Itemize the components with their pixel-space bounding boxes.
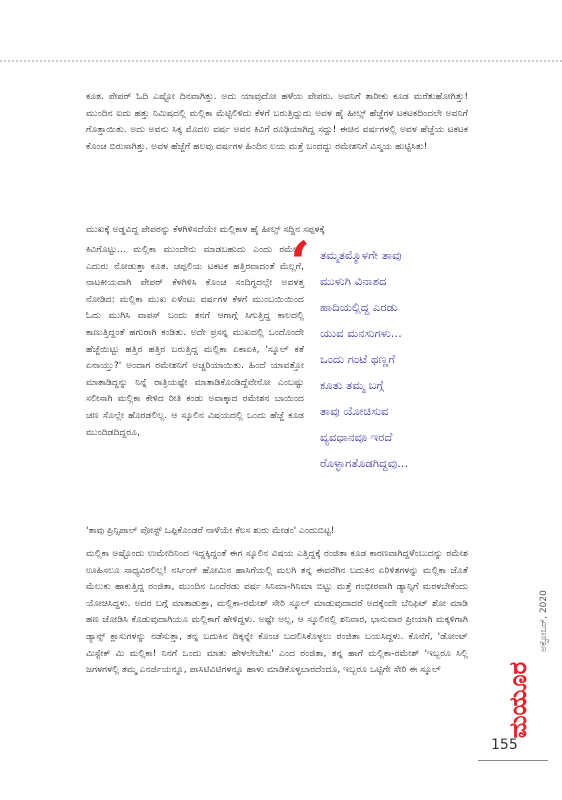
pull-quote-line: ಹಾದಿಯಲ್ಲಿದ್ದ ಎರಡು [320,300,398,314]
pull-quote-line: ವ್ಯವಧಾನವೂ ಇರದೆ [320,430,393,444]
paragraph-2-column: ಕಿವಿಗೊಟ್ಟು... ಮಲ್ಲಿಕಾ ಮುಂದೇನು ಮಾಡಬಹುದು ಎಂದು ರಮೇಶ್ ಎದುರು ನೋಡುತ್ತಾ ಕೂತ. ಚಪ್ಪಲಿಯ ಟಕಟಕ ಹತ್ತಿರವಾದಂತೆ ಮೆಲ್ಲಗೆ, ನಾಟಕೀಯವಾಗಿ ಪೇಪರ್ ಕೆಳಗಿಳಿಸಿ ಕೊಂಚ ಸಂದಿಗ್ಧದಲ್ಲೇ ಅವಳತ್ತ ನೋಡಿದ: ಮಲ್ಲಿಕಾ ಮುಖ ಏಳೆಂಟು ವರ್ಷಗಳ ಕೆಳಗೆ ಮುಂಬಯಿಯಿಂದ ಓದು ಮುಗಿಸಿ ವಾಪಸ್ ಬಂದು ತನಗೆ ಆಗಾಗ್ಗೆ ಸಿಗುತ್ತಿದ್ದ ಕಾಲದಲ್ಲಿ ಕಾಣುತ್ತಿದ್ದಂತೆ ಹಗುರಾಗಿ ಕಂಡಿತು. ಅದೇ ಪ್ರಸನ್ನ ಮುಖದಲ್ಲಿ ಒಂದೊಂದೇ ಹೆಜ್ಜೆಯಿಟ್ಟು ಹತ್ತಿರ ಹತ್ತಿರ ಬರುತ್ತಿದ್ದ ಮಲ್ಲಿಕಾ ಏಕಾಏಕಿ, 'ಸ್ಕೂಲ್ ಕತೆ ಏನಾಯ್ತು?' ಅಂದಾಗ ರಮೇಶನಿಗೆ ಅಚ್ಚರಿಯಾಯಿತು. ಹಿಂದೆ ಯಾವತ್ತೋ ಮಾತಾಡಿದ್ದನ್ನು ನಿನ್ನೆ ರಾತ್ರಿಯಷ್ಟೇ ಮಾತಾಡಿಕೊಂಡಿದ್ದೆವೇನೋ ಎಂಬಷ್ಟು ಸಲೀಸಾಗಿ ಮಲ್ಲಿಕಾ ಕೇಳಿದ ರೀತಿ ಕಂಡು ಅವಾಕ್ಕಾದ ರಮೇಶನ ಬಾಯಿಂದ ಚಣ ಸೊಲ್ಲೇ ಹೊರಡಲಿಲ್ಲ. ಆ ಸ್ಕೂಲಿನ ವಿಷಯದಲ್ಲಿ ಒಂದು ಹೆಜ್ಜೆ ಕೂಡ ಮುಂದಿಡದಿದ್ದರೂ, [86,244,304,438]
page-number: 155 [491,737,518,753]
quote-mark-icon: ‘ [290,229,311,297]
pull-quote-line: ತಾವು ಯೋಚಿಸುವ [320,404,389,418]
issue-date: ಅಕ್ಟೋಬರ್, 2020 [539,590,549,652]
paragraph-3: 'ತಾವು ಪ್ರಿನ್ಸಿಪಾಲ್ ಪೋಸ್ಟ್ ಒಪ್ಪಿಕೊಂಡರೆ ನಾಳೆಯೇ ಕೆಲಸ ಶುರು ಮೇಡಂ' ಎಂದುಬಿಟ್ಟ! [86,525,335,536]
pull-quote-line: ತಮ್ಮತಮ್ಮೊಳಗೇ ತಾವು [320,248,402,262]
pull-quote-line: ಯುವ ಮನಸುಗಳು... [320,326,402,340]
pull-quote-line: ಮುಳುಗಿ ವಿನಾಶದ [320,274,387,288]
paragraph-1: ಕೂತ. ಪೇಪರ್ ಓದಿ ಎಷ್ಟೋ ದಿನವಾಗಿತ್ತು. ಅದು ಯಾವುದೋ ಹಳೆಯ ಪೇಪರು. ಅವನಿಗೆ ತಾರೀಕು ಕೂಡ ಮರೆತುಹೋಗಿತ್ತು! ಮುಂದಿನ ಐದು ಹತ್ತು ನಿಮಿಷದಲ್ಲಿ ಮಲ್ಲಿಕಾ ಮೆಟ್ಟಿಲಿಳಿದು ಕೆಳಗೆ ಬರುತ್ತಿದ್ದುದು ಅವಳ ಹೈ ಹೀಲ್ಸ್ ಹೆಜ್ಜೆಗಳ ಟಕಟಕದಿಂದಲೇ ಅವನಿಗೆ ಗೊತ್ತಾಯಿತು. ಅದು ಅವನು ಸಿಕ್ಕ ಮೊದಲ ವರ್ಷ ಅವನ ಕಿವಿಗೆ ರೂಢಿಯಾಗಿದ್ದ ಸದ್ದು! ಈಚಿನ ವರ್ಷಗಳಲ್ಲಿ ಅವಳ ಹೆಜ್ಜೆಯ ಟಕಟಕ ಕೊಂಚ ಬಿರುಸಾಗಿತ್ತು. ಅವಳ ಹೆಜ್ಜೆಗೆ ಹಲವು ವರ್ಷಗಳ ಹಿಂದಿನ ಲಯ ಮತ್ತೆ ಬಂದದ್ದು ರಮೇಶನಿಗೆ ವಿಸ್ಮಯ ಹುಟ್ಟಿಸಿತು! [86,91,468,152]
pull-quote-line: ರೊಳ್ಳಾಗತೊಡಗಿದ್ದವು... [320,456,409,470]
paragraph-4: ಮಲ್ಲಿಕಾ ಅಷ್ಟೊಂದು ಉಮೇದಿನಿಂದ ಇದ್ದಕ್ಕಿದ್ದಂತೆ ಈಗ ಸ್ಕೂಲಿನ ವಿಷಯ ಎತ್ತಿದ್ದಕ್ಕೆ ರಂಜಿತಾ ಕೂಡ ಕಾರಣವಾಗಿದ್ದಳೆಂಬುದನ್ನು ರಮೇಶ ಊಹಿಸಲೂ ಸಾಧ್ಯವಿರಲಿಲ್ಲ! ನರ್ಸಿಂಗ್ ಹೋಮಿನ ಹಾಸಿಗೆಯಲ್ಲಿ ಮಲಗಿ ತನ್ನ ಈವರೆಗಿನ ಬದುಕಿನ ಏರಿಳಿತಗಳನ್ನು ಮಲ್ಲಿಕಾ ಜೊತೆ ಮೆಲುಕು ಹಾಕುತ್ತಿದ್ದ ರಂಜಿತಾ, ಮುಂದಿನ ಒಂದೆರಡು ವರ್ಷ ಸಿನಿಮಾ-ಗಿನಿಮಾ ಬಿಟ್ಟು ಮತ್ತೆ ಗಂಭೀರವಾಗಿ ಡ್ಯಾನ್ಸಿಗೆ ಮರಳಬೇಕೆಂದು ಯೋಚಿಸಿದ್ದಳು. ಅದರ ಬಗ್ಗೆ ಮಾತಾಡುತ್ತಾ, ಮಲ್ಲಿಕಾ-ರಮೇಶ್ ಸೇರಿ ಸ್ಕೂಲ್ ಮಾಡುವುದಾದರೆ ಅದಕ್ಕೆಂದೇ ಬೆನಿಫಿಟ್ ಶೋ ಮಾಡಿ ಹಣ ಜೋಡಿಸಿ ಕೊಡುವುದಾಗಿಯೂ ಮಲ್ಲಿಕಾಗೆ ಹೇಳಿದ್ದಳು. ಅಷ್ಟೇ ಅಲ್ಲ, ಆ ಸ್ಕೂಲಿನಲ್ಲಿ ಶನಿವಾರ, ಭಾನುವಾರ ಪ್ರೀಯಾಗಿ ಮಕ್ಕಳಿಗಾಗಿ ಡ್ಯಾನ್ಸ್ ಕ್ಲಾಸುಗಳನ್ನು ನಡೆಸುತ್ತಾ, ತನ್ನ ಬದುಕಿನ ದಿಕ್ಕನ್ನೇ ಕೊಂಚ ಬದಲಿಸಿಕೊಳ್ಳಲು ರಂಜಿತಾ ಬಯಸಿದ್ದಳು. ಕೊನೆಗೆ, 'ಡೋಂಟ್ ಮಿಸ್ಟೇಕ್ ಮಿ ಮಲ್ಲಿಕಾ! ನಿನಗೆ ಒಂದು ಮಾತು ಹೇಳಲೇಬೇಕು' ಎಂದ ರಂಜಿತಾ, ತನ್ನ ಹಾಗೆ ಮಲ್ಲಿಕಾ-ರಮೇಶ್ 'ಇಬ್ಬರೂ ಸಿಲ್ಲಿ ಜಗಳಗಳಲ್ಲಿ ತಮ್ಮ ಎನರ್ಜಿಯನ್ನೂ, ಪಾಸಿಟಿವಿಟಿಗಳನ್ನೂ ಹಾಳು ಮಾಡಿಕೊಳ್ಳಬಾರದೆಂದೂ, ಇಬ್ಬರೂ ಒಟ್ಟಿಗೇ ಸೇರಿ ಈ ಸ್ಕೂಲ್ [86,548,468,676]
pull-quote-line: ಒಂದು ಗಂಟೆ ಥಣ್ಣಗೆ [320,352,396,366]
paragraph-2-lead: ಮುಖಕ್ಕೆ ಅಡ್ಡವಿದ್ದ ಪೇಪರನ್ನು ಕೆಳಗಿಳಿಸದೆಯೇ ಮಲ್ಲಿಕಾಳ ಹೈ ಹೀಲ್ಸ್ ಸದ್ದಿನ ಸಪ್ಪಳಕ್ಕೆ [86,224,325,235]
footer-rule [478,760,548,761]
pull-quote-line: ಕೂತು ತಮ್ಮ ಬಗ್ಗೆ [320,378,384,392]
masthead-logo: ಮಯೂರ [504,661,532,739]
top-dotted-rule [0,60,562,62]
